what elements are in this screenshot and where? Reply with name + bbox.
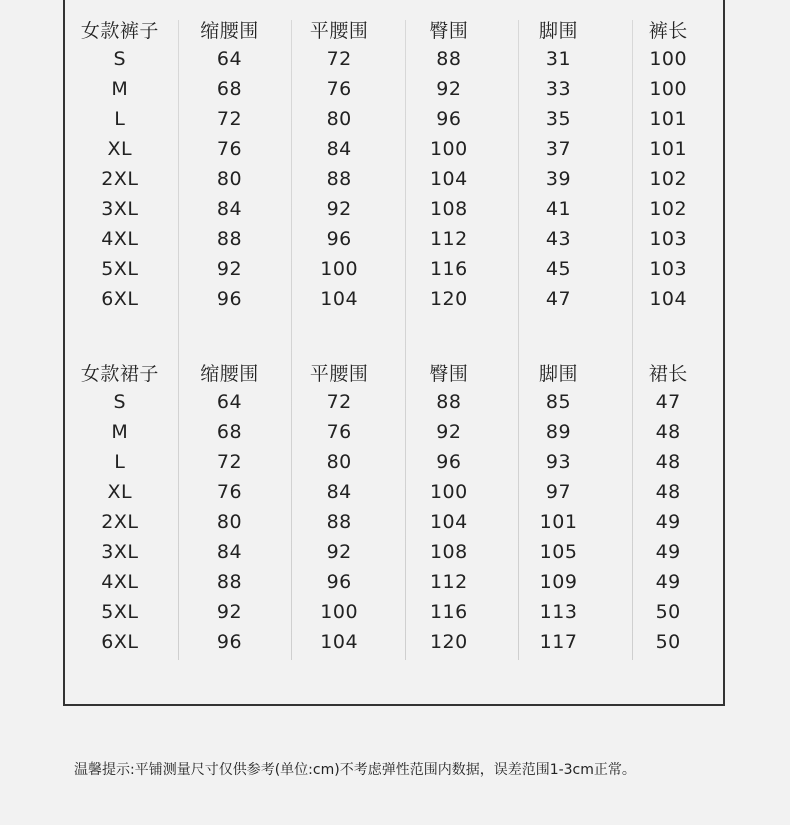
table-row bbox=[65, 194, 723, 224]
measurement-cell: 92 bbox=[436, 78, 462, 100]
size-label-cell: 6XL bbox=[101, 288, 139, 310]
table-row bbox=[65, 44, 723, 74]
pants-size-table bbox=[65, 14, 723, 314]
size-label-cell: M bbox=[111, 421, 129, 443]
measurement-cell: 47 bbox=[655, 391, 681, 413]
measurement-cell: 88 bbox=[216, 571, 243, 593]
measurement-cell: 96 bbox=[436, 108, 462, 130]
table-row bbox=[65, 567, 723, 597]
table-row bbox=[65, 284, 723, 314]
size-label-cell: 4XL bbox=[101, 571, 139, 593]
size-label-cell: 3XL bbox=[101, 198, 139, 220]
measurement-cell: 100 bbox=[649, 78, 688, 100]
skirt-size-table bbox=[65, 357, 723, 657]
measurement-cell: 64 bbox=[216, 48, 243, 70]
measurement-cell: 116 bbox=[429, 601, 468, 623]
table-row bbox=[65, 447, 723, 477]
measurement-cell: 113 bbox=[539, 601, 578, 623]
measurement-cell: 41 bbox=[545, 198, 572, 220]
measurement-cell: 84 bbox=[326, 481, 352, 503]
size-label-cell: S bbox=[113, 48, 127, 70]
measurement-cell: 48 bbox=[655, 481, 681, 503]
measurement-cell: 88 bbox=[326, 511, 352, 533]
header-cell: 臀围 bbox=[429, 19, 469, 42]
header-cell: 裤长 bbox=[648, 19, 688, 42]
header-cell: 女款裙子 bbox=[80, 362, 159, 385]
table-row bbox=[65, 164, 723, 194]
measurement-cell: 96 bbox=[436, 451, 462, 473]
measurement-cell: 37 bbox=[545, 138, 572, 160]
measurement-cell: 93 bbox=[545, 451, 572, 473]
measurement-cell: 108 bbox=[429, 198, 468, 220]
size-label-cell: 3XL bbox=[101, 541, 139, 563]
measurement-cell: 80 bbox=[216, 511, 243, 533]
measurement-cell: 89 bbox=[545, 421, 572, 443]
measurement-cell: 96 bbox=[326, 571, 352, 593]
measurement-cell: 100 bbox=[320, 258, 359, 280]
measurement-cell: 76 bbox=[326, 421, 352, 443]
table-row bbox=[65, 134, 723, 164]
measurement-cell: 101 bbox=[539, 511, 578, 533]
measurement-cell: 112 bbox=[429, 228, 468, 250]
measurement-cell: 72 bbox=[326, 391, 352, 413]
measurement-cell: 96 bbox=[216, 631, 243, 653]
table-row bbox=[65, 417, 723, 447]
table-row bbox=[65, 224, 723, 254]
measurement-cell: 48 bbox=[655, 421, 681, 443]
measurement-cell: 103 bbox=[649, 258, 688, 280]
size-label-cell: S bbox=[113, 391, 127, 413]
measurement-cell: 49 bbox=[655, 571, 681, 593]
measurement-cell: 49 bbox=[655, 511, 681, 533]
measurement-cell: 88 bbox=[326, 168, 352, 190]
measurement-cell: 64 bbox=[216, 391, 243, 413]
measurement-cell: 88 bbox=[216, 228, 243, 250]
size-label-cell: 2XL bbox=[101, 511, 139, 533]
table-header bbox=[65, 14, 723, 44]
measurement-cell: 76 bbox=[216, 138, 243, 160]
measurement-cell: 100 bbox=[429, 138, 468, 160]
measurement-cell: 117 bbox=[539, 631, 578, 653]
measurement-cell: 104 bbox=[320, 631, 359, 653]
measurement-cell: 120 bbox=[429, 631, 468, 653]
measurement-cell: 102 bbox=[649, 198, 688, 220]
table-row bbox=[65, 627, 723, 657]
measurement-cell: 72 bbox=[326, 48, 352, 70]
measurement-cell: 72 bbox=[216, 108, 243, 130]
measurement-cell: 108 bbox=[429, 541, 468, 563]
table-row bbox=[65, 477, 723, 507]
measurement-cell: 80 bbox=[326, 108, 352, 130]
header-cell: 臀围 bbox=[429, 362, 469, 385]
table-row bbox=[65, 537, 723, 567]
size-label-cell: L bbox=[114, 108, 126, 130]
measurement-cell: 88 bbox=[436, 48, 462, 70]
measurement-cell: 88 bbox=[436, 391, 462, 413]
size-label-cell: 6XL bbox=[101, 631, 139, 653]
measurement-cell: 76 bbox=[216, 481, 243, 503]
measurement-cell: 33 bbox=[545, 78, 572, 100]
table-row bbox=[65, 387, 723, 417]
measurement-cell: 97 bbox=[545, 481, 572, 503]
measurement-cell: 92 bbox=[326, 198, 352, 220]
measurement-cell: 68 bbox=[216, 78, 243, 100]
measurement-cell: 101 bbox=[649, 108, 688, 130]
table-row bbox=[65, 104, 723, 134]
measurement-cell: 103 bbox=[649, 228, 688, 250]
measurement-cell: 49 bbox=[655, 541, 681, 563]
measurement-cell: 116 bbox=[429, 258, 468, 280]
measurement-note: 温馨提示:平铺测量尺寸仅供参考(单位:cm)不考虑弹性范围内数据，误差范围1-3cm正常。 bbox=[74, 762, 636, 778]
measurement-cell: 35 bbox=[545, 108, 572, 130]
measurement-cell: 104 bbox=[429, 168, 468, 190]
table-row bbox=[65, 507, 723, 537]
measurement-cell: 76 bbox=[326, 78, 352, 100]
header-cell: 平腰围 bbox=[309, 19, 369, 42]
measurement-cell: 92 bbox=[216, 258, 243, 280]
header-cell: 脚围 bbox=[539, 19, 579, 42]
measurement-cell: 92 bbox=[326, 541, 352, 563]
measurement-cell: 45 bbox=[545, 258, 572, 280]
measurement-cell: 102 bbox=[649, 168, 688, 190]
table-row bbox=[65, 254, 723, 284]
measurement-cell: 100 bbox=[320, 601, 359, 623]
size-label-cell: 5XL bbox=[101, 601, 139, 623]
measurement-cell: 80 bbox=[216, 168, 243, 190]
measurement-cell: 104 bbox=[429, 511, 468, 533]
measurement-cell: 39 bbox=[545, 168, 572, 190]
measurement-cell: 104 bbox=[320, 288, 359, 310]
table-row bbox=[65, 74, 723, 104]
measurement-cell: 47 bbox=[545, 288, 572, 310]
measurement-cell: 84 bbox=[216, 541, 243, 563]
measurement-cell: 31 bbox=[545, 48, 572, 70]
measurement-cell: 72 bbox=[216, 451, 243, 473]
measurement-cell: 105 bbox=[539, 541, 578, 563]
measurement-cell: 50 bbox=[655, 601, 681, 623]
measurement-cell: 43 bbox=[545, 228, 572, 250]
measurement-cell: 92 bbox=[436, 421, 462, 443]
size-label-cell: XL bbox=[107, 481, 133, 503]
measurement-cell: 85 bbox=[545, 391, 572, 413]
measurement-cell: 92 bbox=[216, 601, 243, 623]
measurement-cell: 96 bbox=[326, 228, 352, 250]
measurement-cell: 112 bbox=[429, 571, 468, 593]
measurement-cell: 104 bbox=[649, 288, 688, 310]
measurement-cell: 109 bbox=[539, 571, 578, 593]
size-label-cell: L bbox=[114, 451, 126, 473]
measurement-cell: 100 bbox=[429, 481, 468, 503]
measurement-cell: 100 bbox=[649, 48, 688, 70]
header-cell: 平腰围 bbox=[309, 362, 369, 385]
measurement-cell: 84 bbox=[326, 138, 352, 160]
size-label-cell: 5XL bbox=[101, 258, 139, 280]
size-label-cell: M bbox=[111, 78, 129, 100]
measurement-cell: 48 bbox=[655, 451, 681, 473]
header-cell: 缩腰围 bbox=[200, 19, 259, 42]
header-cell: 女款裤子 bbox=[80, 19, 159, 42]
measurement-cell: 84 bbox=[216, 198, 243, 220]
header-cell: 脚围 bbox=[539, 362, 579, 385]
measurement-cell: 120 bbox=[429, 288, 468, 310]
measurement-cell: 80 bbox=[326, 451, 352, 473]
header-cell: 缩腰围 bbox=[200, 362, 259, 385]
measurement-cell: 50 bbox=[655, 631, 681, 653]
size-label-cell: 2XL bbox=[101, 168, 139, 190]
measurement-cell: 96 bbox=[216, 288, 243, 310]
header-cell: 裙长 bbox=[648, 362, 688, 385]
size-label-cell: XL bbox=[107, 138, 133, 160]
measurement-cell: 101 bbox=[649, 138, 688, 160]
table-row bbox=[65, 597, 723, 627]
size-label-cell: 4XL bbox=[101, 228, 139, 250]
table-header bbox=[65, 357, 723, 387]
measurement-cell: 68 bbox=[216, 421, 243, 443]
